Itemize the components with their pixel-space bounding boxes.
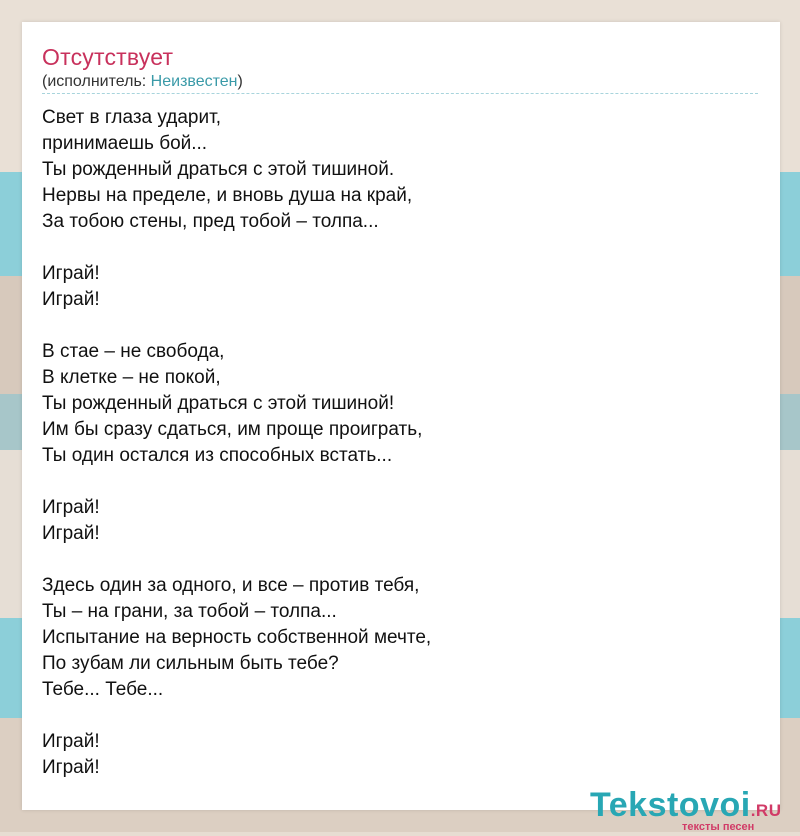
lyrics-line: Играй!	[42, 523, 100, 544]
lyrics-line: Играй!	[42, 289, 100, 310]
lyrics-blank-line	[42, 703, 758, 729]
artist-prefix: (исполнитель:	[42, 73, 151, 90]
lyrics-line: За тобою стены, пред тобой – толпа...	[42, 211, 379, 232]
lyrics-line: Свет в глаза ударит,	[42, 107, 221, 128]
lyrics-line: Тебе... Тебе...	[42, 679, 164, 700]
lyrics-blank-line	[42, 469, 758, 495]
logo-main-text: Tekstovoi	[590, 786, 751, 824]
song-title: Отсутствует	[42, 44, 174, 70]
lyrics-line: Ты один остался из способных встать...	[42, 445, 393, 466]
lyrics-blank-line	[42, 235, 758, 261]
lyrics-line: Нервы на пределе, и вновь душа на край,	[42, 185, 413, 206]
lyrics-line: принимаешь бой...	[42, 133, 208, 154]
lyrics-line: Ты – на грани, за тобой – толпа...	[42, 601, 337, 622]
lyrics-line: Ты рожденный драться с этой тишиной.	[42, 159, 395, 180]
lyrics-line: Играй!	[42, 757, 100, 778]
lyrics-body	[42, 105, 758, 781]
lyrics-line: Здесь один за одного, и все – против тебя,	[42, 575, 420, 596]
lyrics-blank-line	[42, 547, 758, 573]
lyrics-line: В клетке – не покой,	[42, 367, 221, 388]
lyrics-line: Играй!	[42, 731, 100, 752]
lyrics-line: В стае – не свобода,	[42, 341, 225, 362]
artist-line	[42, 73, 243, 91]
site-logo[interactable]	[590, 786, 800, 836]
lyrics-card	[22, 22, 782, 833]
logo-wordmark	[590, 786, 781, 825]
artist-suffix: )	[237, 73, 243, 90]
lyrics-line: Играй!	[42, 263, 100, 284]
artist-link[interactable]: Неизвестен	[150, 73, 238, 90]
lyrics-blank-line	[42, 313, 758, 339]
logo-subtitle: тексты песен	[682, 821, 755, 833]
lyrics-line: Им бы сразу сдаться, им проще проиграть,	[42, 419, 423, 440]
lyrics-line: Испытание на верность собственной мечте,	[42, 627, 432, 648]
logo-tld: .RU	[750, 801, 782, 820]
lyrics-line: Играй!	[42, 497, 100, 518]
lyrics-line: По зубам ли сильным быть тебе?	[42, 653, 339, 674]
lyrics-line: Ты рожденный драться с этой тишиной!	[42, 393, 395, 414]
divider	[42, 93, 758, 94]
